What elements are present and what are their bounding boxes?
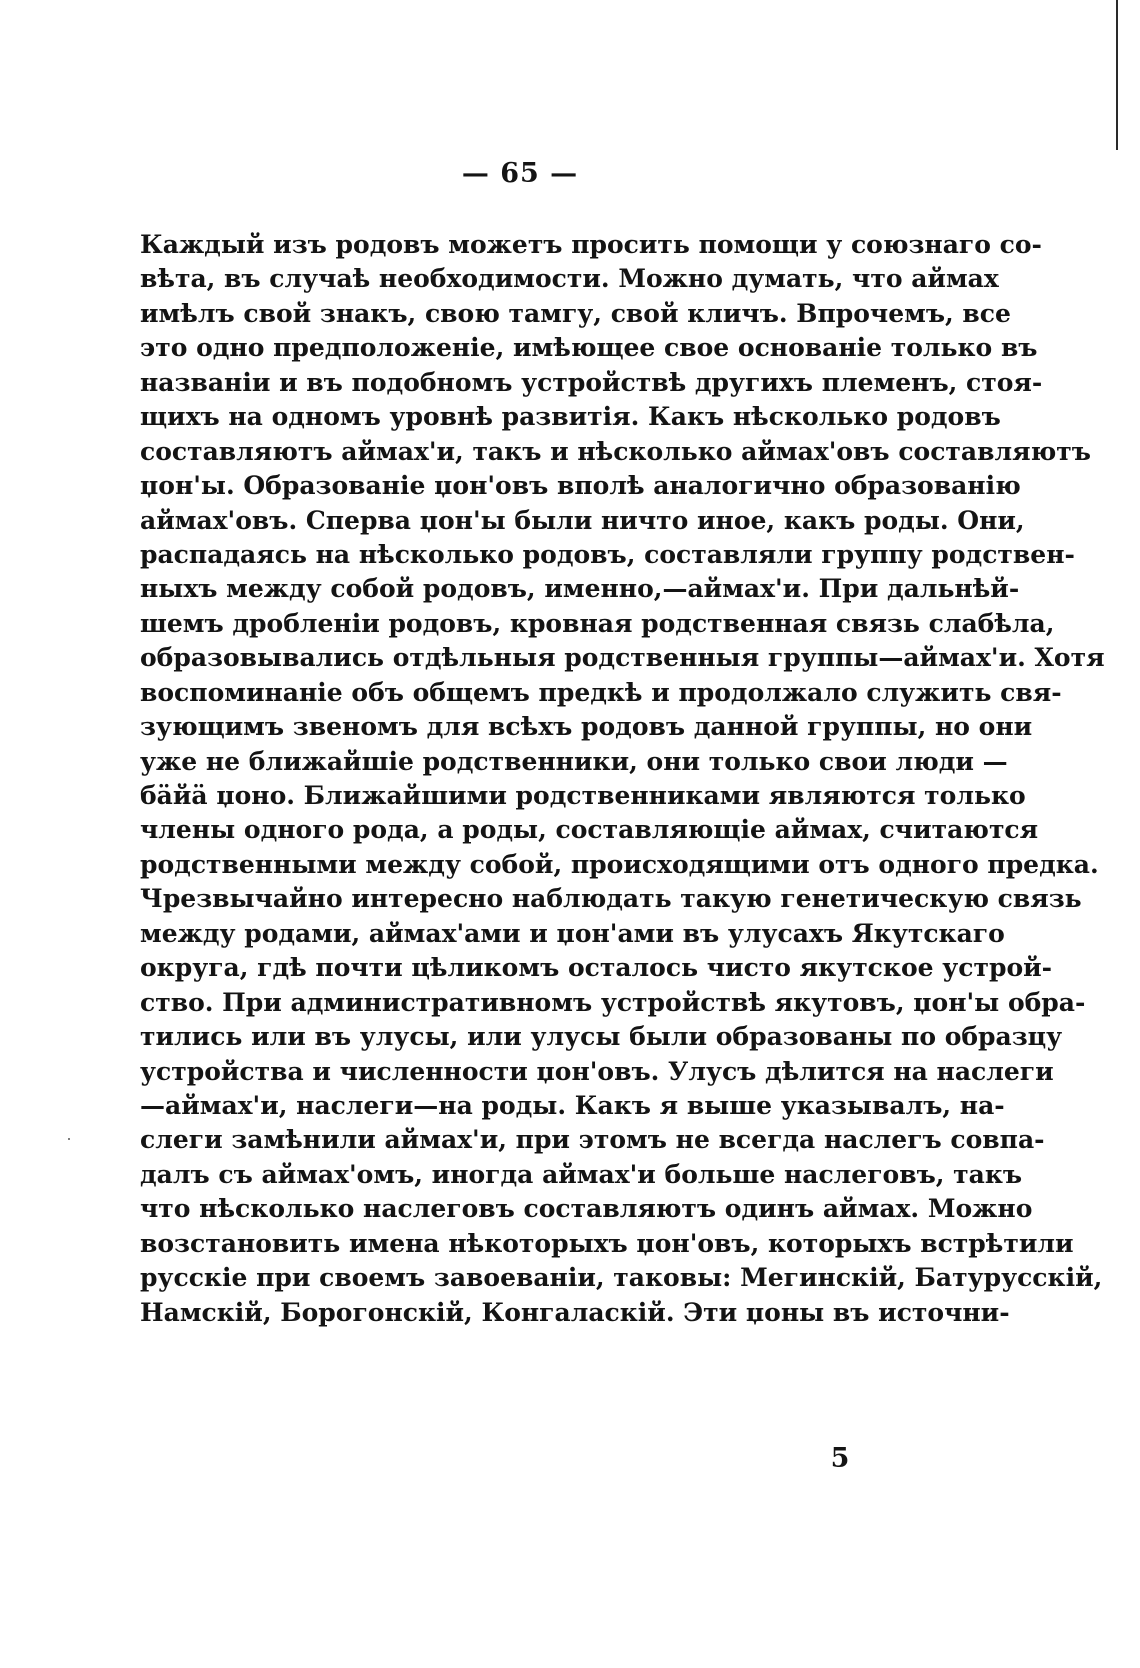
text-line: щихъ на одномъ уровнѣ развитія. Какъ нѣсколько родовъ [140, 402, 1001, 432]
text-line: члены одного рода, а роды, составляющіе аймах, считаются [140, 815, 1039, 845]
text-line: шемъ дробленіи родовъ, кровная родственная связь слабѣла, [140, 608, 1055, 638]
body-text [140, 228, 1105, 1330]
text-line: ство. При административномъ устройствѣ якутовъ, џон'ы обра- [140, 987, 1086, 1017]
paper-speck [68, 1138, 70, 1140]
text-line: названіи и въ подобномъ устройствѣ другихъ племенъ, стоя- [140, 367, 1043, 397]
text-line: вѣта, въ случаѣ необходимости. Можно думать, что аймах [140, 264, 999, 294]
signature-mark: 5 [830, 1443, 850, 1474]
text-line: слеги замѣнили аймах'и, при этомъ не всегда наслегъ совпа- [140, 1125, 1045, 1155]
text-line: зующимъ звеномъ для всѣхъ родовъ данной группы, но они [140, 712, 1033, 742]
text-line: русскіе при своемъ завоеваніи, таковы: Мегинскій, Батурусскій, [140, 1263, 1103, 1293]
text-line: возстановить имена нѣкоторыхъ џон'овъ, которыхъ встрѣтили [140, 1228, 1074, 1258]
text-line: ныхъ между собой родовъ, именно,—аймах'и. При дальнѣй- [140, 574, 1020, 604]
text-line: устройства и численности џон'овъ. Улусъ дѣлится на наслеги [140, 1056, 1054, 1086]
text-line: округа, гдѣ почти цѣликомъ осталось чисто якутское устрой- [140, 953, 1053, 983]
page-edge-line [1116, 0, 1118, 150]
text-line: тились или въ улусы, или улусы были образованы по образцу [140, 1022, 1063, 1052]
text-line: џон'ы. Образованіе џон'овъ вполѣ аналогично образованію [140, 471, 1021, 501]
text-line: воспоминаніе объ общемъ предкѣ и продолжало служить свя- [140, 677, 1062, 707]
text-line: аймах'овъ. Сперва џон'ы были ничто иное, какъ роды. Они, [140, 505, 1025, 535]
text-line: между родами, аймах'ами и џон'ами въ улусахъ Якутскаго [140, 918, 1005, 948]
text-line: распадаясь на нѣсколько родовъ, составляли группу родствен- [140, 539, 1075, 569]
text-line: составляютъ аймах'и, такъ и нѣсколько аймах'овъ составляютъ [140, 436, 1091, 466]
text-line: Каждый изъ родовъ можетъ просить помощи у союзнаго со- [140, 230, 1042, 259]
text-line: бäйä џоно. Ближайшими родственниками являются только [140, 781, 1026, 810]
text-line: имѣлъ свой знакъ, свою тамгу, свой кличъ. Впрочемъ, все [140, 298, 1011, 328]
text-line: родственными между собой, происходящими отъ одного предка. [140, 849, 1099, 879]
page-number: — 65 — [461, 158, 579, 189]
text-line: уже не ближайшіе родственники, они только свои люди — [140, 746, 1008, 776]
text-line: —аймах'и, наслеги—на роды. Какъ я выше указывалъ, на- [140, 1090, 1005, 1120]
text-line: Намскій, Борогонскій, Конгаласкій. Эти џоны въ источни- [140, 1297, 1010, 1327]
text-line: что нѣсколько наслеговъ составляютъ одинъ аймах. Можно [140, 1194, 1033, 1224]
text-line: образовывались отдѣльныя родственныя группы—аймах'и. Хотя [140, 643, 1105, 673]
text-line: Чрезвычайно интересно наблюдать такую генетическую связь [140, 884, 1082, 914]
text-line: далъ съ аймах'омъ, иногда аймах'и больше наслеговъ, такъ [140, 1159, 1023, 1189]
text-line: это одно предположеніе, имѣющее свое основаніе только въ [140, 333, 1038, 363]
